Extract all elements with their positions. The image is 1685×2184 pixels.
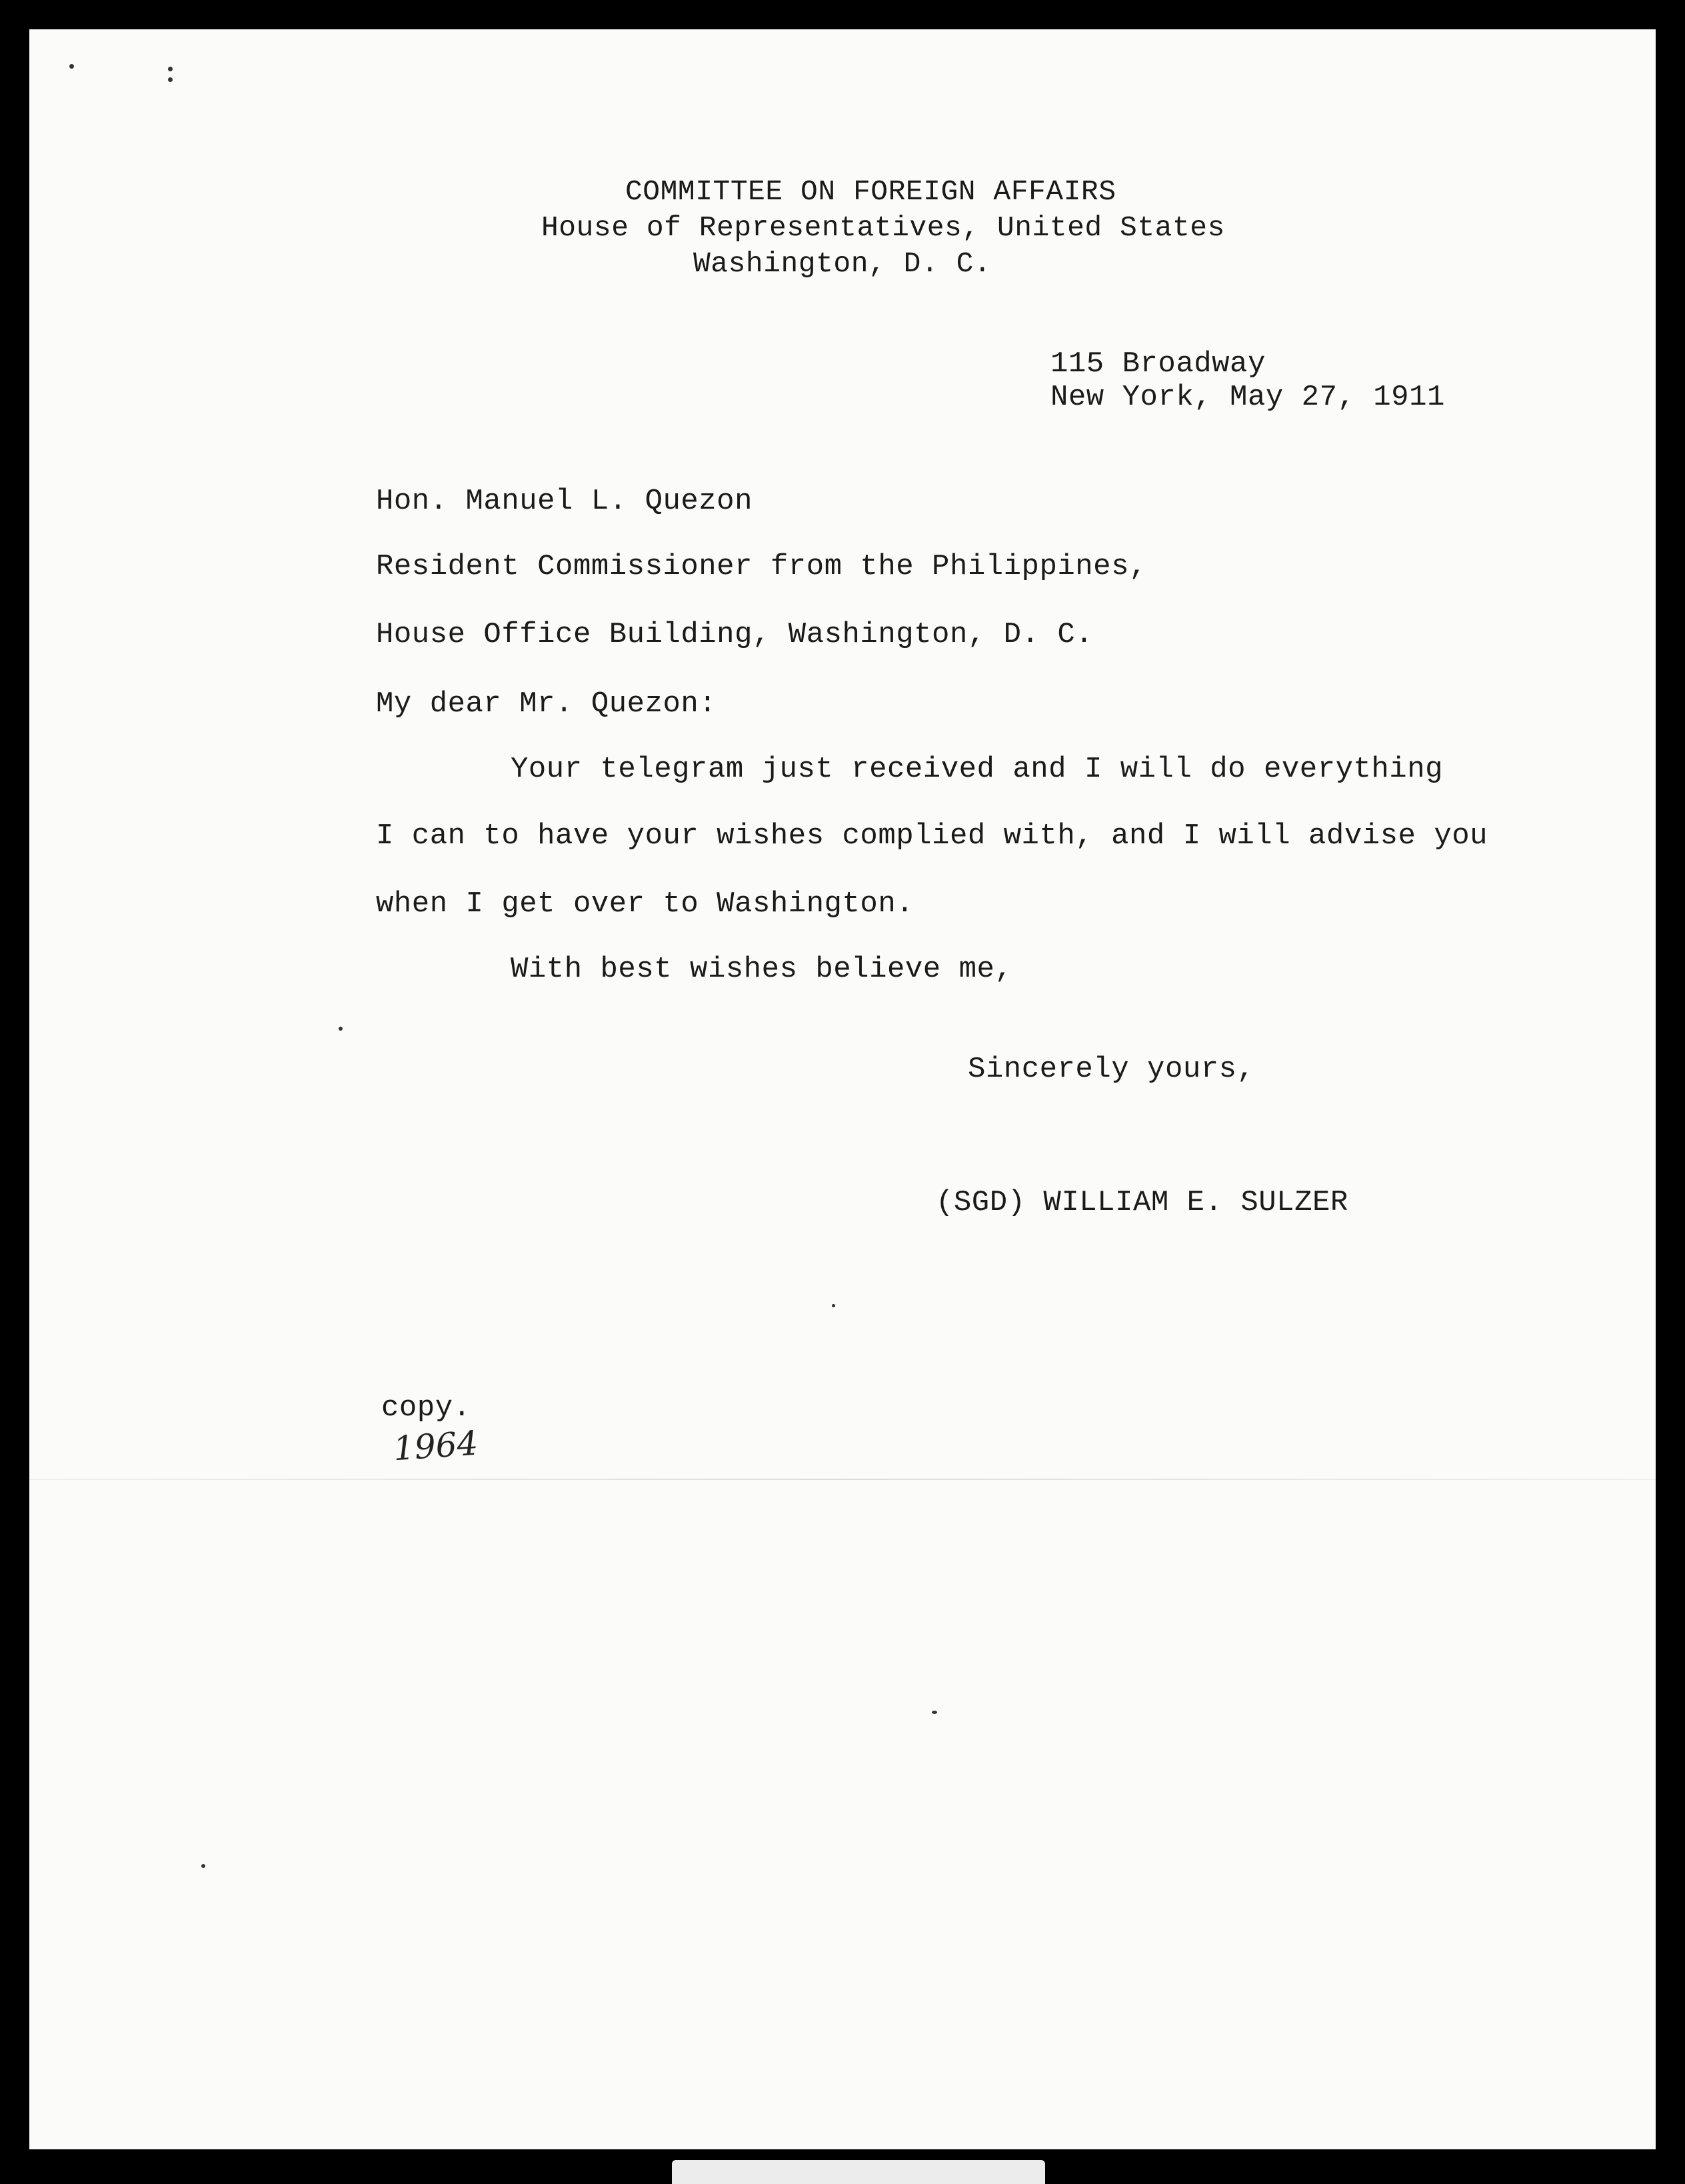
dust-speck bbox=[69, 64, 74, 69]
letter-date: New York, May 27, 1911 bbox=[1050, 381, 1445, 414]
letter-page bbox=[29, 29, 1656, 2149]
closing: Sincerely yours, bbox=[968, 1053, 1255, 1086]
letterhead-house: House of Representatives, United States bbox=[541, 211, 1225, 244]
dust-speck bbox=[832, 1304, 835, 1307]
handwritten-number: 1964 bbox=[392, 1423, 480, 1469]
dust-speck bbox=[168, 77, 173, 82]
letterhead-city: Washington, D. C. bbox=[693, 247, 992, 280]
fold-line bbox=[29, 1479, 1656, 1480]
dust-speck bbox=[201, 1864, 205, 1868]
archive-tab bbox=[672, 2160, 1045, 2184]
letterhead-committee: COMMITTEE ON FOREIGN AFFAIRS bbox=[625, 175, 1116, 208]
body-line-3: when I get over to Washington. bbox=[376, 887, 914, 921]
body-line-4: With best wishes believe me, bbox=[511, 953, 1013, 986]
dust-speck bbox=[168, 67, 173, 71]
dust-speck bbox=[932, 1711, 937, 1714]
body-line-1: Your telegram just received and I will do everything bbox=[511, 753, 1444, 786]
signature: (SGD) WILLIAM E. SULZER bbox=[936, 1186, 1348, 1219]
body-line-2: I can to have your wishes complied with, and I will advise you bbox=[376, 819, 1488, 853]
recipient-name: Hon. Manuel L. Quezon bbox=[376, 485, 753, 518]
dust-speck bbox=[339, 1027, 343, 1031]
recipient-address: House Office Building, Washington, D. C. bbox=[376, 618, 1094, 651]
copy-note: copy. bbox=[381, 1391, 471, 1425]
recipient-title: Resident Commissioner from the Philippines, bbox=[376, 550, 1147, 583]
salutation: My dear Mr. Quezon: bbox=[376, 687, 717, 721]
sender-street: 115 Broadway bbox=[1050, 347, 1266, 381]
